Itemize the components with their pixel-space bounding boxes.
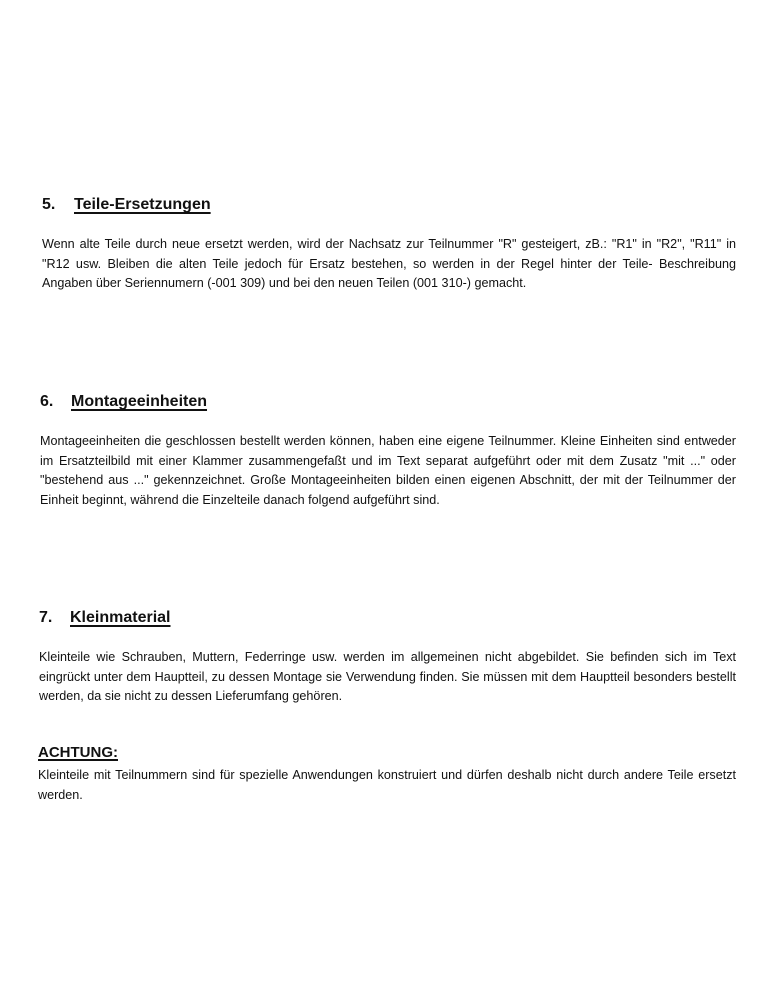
section-6-number: 6. xyxy=(40,393,54,410)
section-5-heading xyxy=(42,195,211,215)
section-7-heading xyxy=(39,608,170,628)
section-7-title: Kleinmaterial xyxy=(70,609,171,626)
section-6-text: Montageeinheiten die geschlossen bestellt werden können, haben eine eigene Teilnummer. Kleine Einheiten sind entweder im Ersatzteilbild mit einer Klammer zusammengefaßt und im Text separat aufgeführt oder mit dem Zusatz "mit ..." oder "bestehend aus ..." gekennzeichnet. Große Montageeinheiten bilden einen eigenen Abschnitt, der mit der Teilnummer der Einheit beginnt, während die Einzelteile danach folgend aufgeführt sind. xyxy=(40,434,736,507)
section-5-number: 5. xyxy=(42,196,56,213)
section-6-title: Montageeinheiten xyxy=(71,393,208,410)
section-5-title: Teile-Ersetzungen xyxy=(74,196,211,213)
section-7-number: 7. xyxy=(39,609,53,626)
warning-text: Kleinteile mit Teilnummern sind für spezielle Anwendungen konstruiert und dürfen deshalb nicht durch andere Teile ersetzt werden. xyxy=(38,768,736,802)
section-6-heading xyxy=(40,392,207,412)
section-5-text: Wenn alte Teile durch neue ersetzt werden, wird der Nachsatz zur Teilnummer "R" gesteigert, zB.: "R1" in "R2", "R11" in "R12 usw. Bleiben die alten Teile jedoch für Ersatz bestehen, so werden in der Regel hinter der Teile- Beschreibung Angaben über Seriennumern (-001 309) und bei den neuen Teilen (001 310-) gemacht. xyxy=(42,237,736,290)
section-7-text: Kleinteile wie Schrauben, Muttern, Federringe usw. werden im allgemeinen nicht abgebildet. Sie befinden sich im Text eingrückt unter dem Hauptteil, zu dessen Montage sie Verwendung finden. Sie müssen mit dem Hauptteil besonders bestellt werden, da sie nicht zu dessen Lieferumfang gehören. xyxy=(39,650,736,703)
warning-heading: ACHTUNG: xyxy=(38,744,118,761)
